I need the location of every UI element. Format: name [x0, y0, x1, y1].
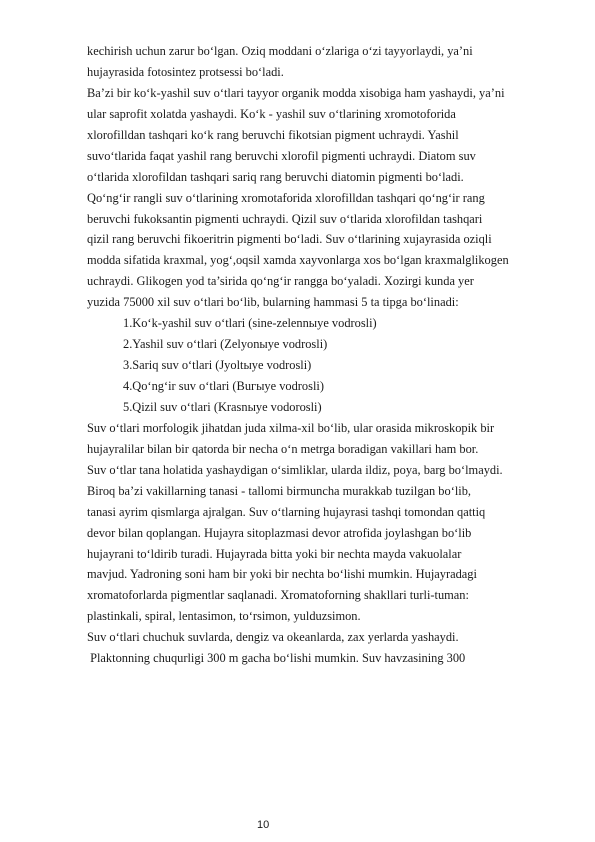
text-line: devor bilan qoplangan. Hujayra sitoplazmasi devor atrofida joylashgan bo‘lib	[87, 525, 472, 540]
text-line: modda sifatida kraxmal, yog‘,oqsil xamda xayvonlarga xos bo‘lgan kraxmalglikogen	[87, 253, 509, 268]
page-number: 10	[257, 819, 270, 831]
text-line: Biroq ba’zi vakillarning tanasi - tallomi birmuncha murakkab tuzilgan bo‘lib,	[87, 483, 472, 498]
text-line: tanasi ayrim qismlarga ajralgan. Suv o‘tlarning hujayrasi tashqi tomondan qattiq	[87, 504, 486, 519]
text-line: yuzida 75000 xil suv o‘tlari bo‘lib, bularning hammasi 5 ta tipga bo‘linadi:	[87, 295, 459, 310]
text-line: Plaktonning chuqurligi 300 m gacha bo‘lishi mumkin. Suv havzasining 300	[87, 651, 466, 666]
text-line: xlorofilldan tashqari ko‘k rang beruvchi fikotsian pigment uchraydi. Yashil	[87, 127, 459, 142]
text-line: uchraydi. Glikogen yod ta’sirida qo‘ng‘ir rangga bo‘yaladi. Xozirgi kunda yer	[87, 274, 474, 289]
text-line: beruvchi fukoksantin pigmenti uchraydi. Qizil suv o‘tlarida xlorofildan tashqari	[87, 211, 483, 226]
text-line: Qo‘ng‘ir rangli suv o‘tlarining xromotaforida xlorofilldan tashqari qo‘ng‘ir rang	[87, 190, 485, 205]
list-item-type-2: 2.Yashil suv o‘tlari (Zelyonыye vodrosli)	[123, 337, 328, 352]
text-line: xromatoforlarda pigmentlar saqlanadi. Xromatoforning shakllari turli-tuman:	[87, 588, 469, 603]
list-item-type-5: 5.Qizil suv o‘tlari (Krasnыye vodorosli)	[123, 399, 322, 414]
text-line: plastinkali, spiral, lentasimon, to‘rsimon, yulduzsimon.	[87, 609, 361, 624]
text-line: hujayrasida fotosintez protsessi bo‘ladi.	[87, 64, 284, 79]
body-text	[87, 41, 577, 669]
text-line: Suv o‘tlar tana holatida yashaydigan o‘simliklar, ularda ildiz, poya, barg bo‘lmaydi.	[87, 462, 503, 477]
text-line: Suv o‘tlari morfologik jihatdan juda xilma-xil bo‘lib, ular orasida mikroskopik bir	[87, 420, 495, 435]
text-line: hujayralilar bilan bir qatorda bir necha o‘n metrga boradigan vakillari ham bor.	[87, 441, 479, 456]
text-line: o‘tlarida xlorofildan tashqari sariq rang beruvchi diatomin pigmenti bo‘ladi.	[87, 169, 464, 184]
text-line: qizil rang beruvchi fikoeritrin pigmenti bo‘ladi. Suv o‘tlarining xujayrasida oziqli	[87, 232, 492, 247]
text-line: Ba’zi bir ko‘k-yashil suv o‘tlari tayyor organik modda xisobiga ham yashaydi, ya’ni	[87, 85, 505, 100]
text-line: ular saprofit xolatda yashaydi. Ko‘k - yashil suv o‘tlarining xromotoforida	[87, 106, 456, 121]
text-line: kechirish uchun zarur bo‘lgan. Oziq moddani o‘zlariga o‘zi tayyorlaydi, ya’ni	[87, 44, 473, 58]
list-item-type-1: 1.Ko‘k-yashil suv o‘tlari (sine-zelennыye vodrosli)	[123, 316, 377, 331]
list-item-type-3: 3.Sariq suv o‘tlari (Jyoltыye vodrosli)	[123, 358, 312, 373]
text-line: hujayrani to‘ldirib turadi. Hujayrada bitta yoki bir nechta mayda vakuolalar	[87, 546, 462, 561]
list-item-type-4: 4.Qo‘ng‘ir suv o‘tlari (Buгыye vodrosli)	[123, 379, 324, 393]
text-line: mavjud. Yadroning soni ham bir yoki bir nechta bo‘lishi mumkin. Hujayradagi	[87, 567, 477, 582]
text-line: Suv o‘tlari chuchuk suvlarda, dengiz va okeanlarda, zax yerlarda yashaydi.	[87, 630, 459, 645]
text-line: suvo‘tlarida faqat yashil rang beruvchi xlorofil pigmenti uchraydi. Diatom suv	[87, 148, 476, 163]
